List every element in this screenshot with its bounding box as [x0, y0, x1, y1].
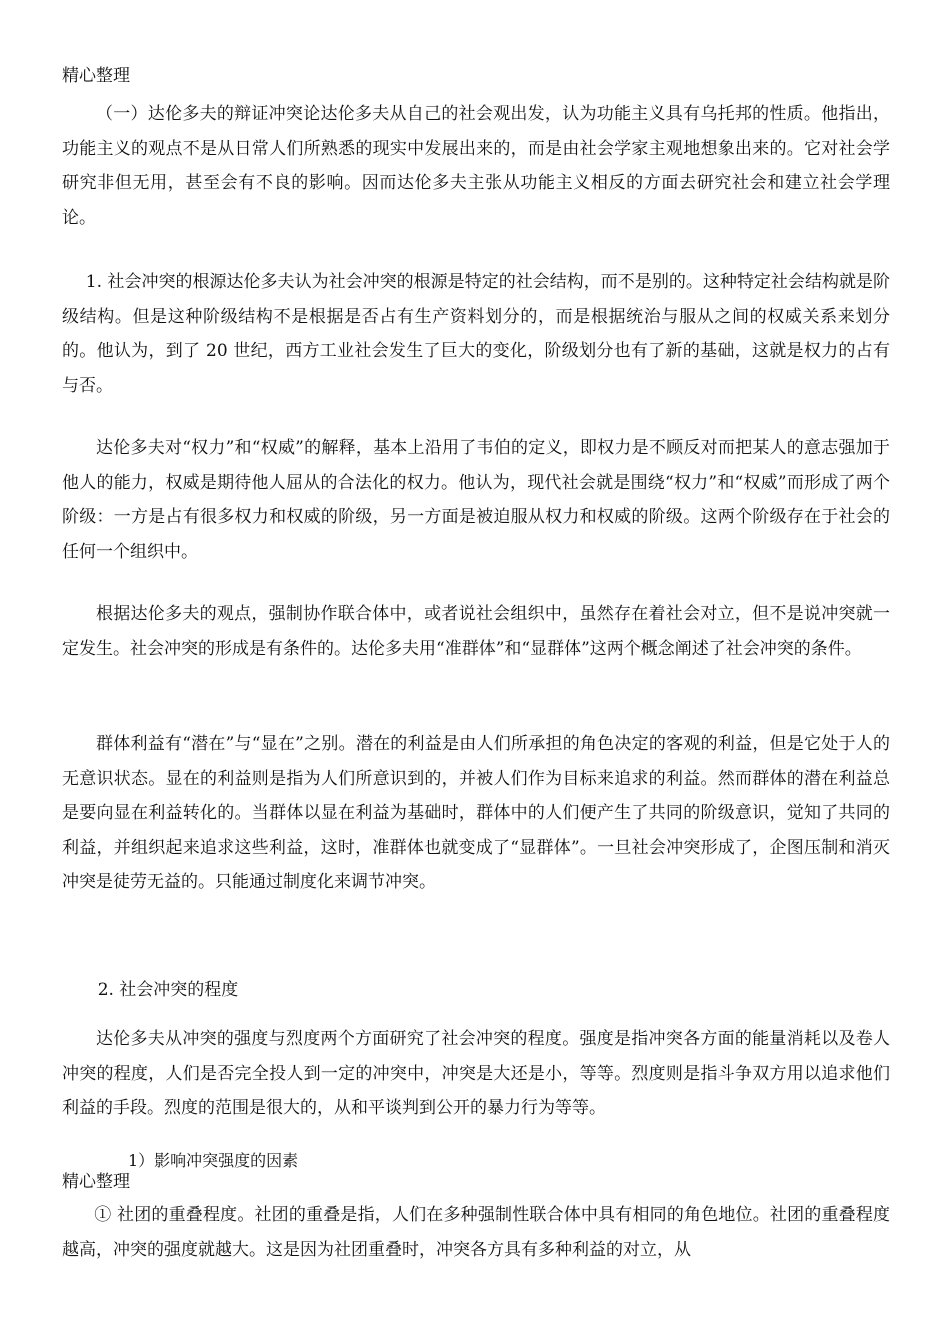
page-header-bottom: 精心整理 — [62, 1172, 130, 1192]
paragraph-groups: 根据达伦多夫的观点，强制协作联合体中，或者说社会组织中，虽然存在着社会对立，但不是说冲突就一定发生。社会冲突的形成是有条件的。达伦多夫用“准群体”和“显群体”这两个概念阐述了社会冲突的条件。 — [62, 604, 890, 659]
paragraph-intensity-violence: 达伦多夫从冲突的强度与烈度两个方面研究了社会冲突的程度。强度是指冲突各方面的能量消耗以及卷人冲突的程度，人们是否完全投人到一定的冲突中，冲突是大还是小，等等。烈度则是指斗争双方用以追求他们利益的手段。烈度的范围是很大的，从和平谈判到公开的暴力行为等等。 — [62, 1029, 890, 1118]
page-header-top: 精心整理 — [62, 66, 130, 86]
paragraph-power-authority: 达伦多夫对“权力”和“权威”的解释，基本上沿用了韦伯的定义，即权力是不顾反对而把某人的意志强加于他人的能力，权威是期待他人屈从的合法化的权力。他认为，现代社会就是围绕“权力”和“权威”而形成了两个阶级：一方是占有很多权力和权威的阶级，另一方面是被迫服从权力和权威的阶级。这两个阶级存在于社会的任何一个组织中。 — [62, 438, 890, 562]
paragraph-conflict-origin: 1. 社会冲突的根源达伦多夫认为社会冲突的根源是特定的社会结构，而不是别的。这种特定社会结构就是阶级结构。但是这种阶级结构不是根据是否占有生产资料划分的，而是根据统治与服从之间的权威关系来划分的。他认为，到了 20 世纪，西方工业社会发生了巨大的变化，阶级划分也有了新的基础，这就是权力的占有与否。 — [62, 272, 890, 396]
paragraph-intro: （一）达伦多夫的辩证冲突论达伦多夫从自己的社会观出发，认为功能主义具有乌托邦的性质。他指出，功能主义的观点不是从日常人们所熟悉的现实中发展出来的，而是由社会学家主观地想象出来的。它对社会学研究非但无用，甚至会有不良的影响。因而达伦多夫主张从功能主义相反的方面去研究社会和建立社会学理论。 — [62, 104, 890, 228]
paragraph-overlap: ① 社团的重叠程度。社团的重叠是指，人们在多种强制性联合体中具有相同的角色地位。社团的重叠程度越高，冲突的强度就越大。这是因为社团重叠时，冲突各方具有多种利益的对立，从 — [62, 1205, 890, 1260]
paragraph-group-interests: 群体利益有“潜在”与“显在”之别。潜在的利益是由人们所承担的角色决定的客观的利益，但是它处于人的无意识状态。显在的利益则是指为人们所意识到的，并被人们作为目标来追求的利益。然而群体的潜在利益总是要向显在利益转化的。当群体以显在利益为基础时，群体中的人们便产生了共同的阶级意识，觉知了共同的利益，并组织起来追求这些利益，这时，准群体也就变成了“显群体”。一旦社会冲突形成了，企图压制和消灭冲突是徒劳无益的。只能通过制度化来调节冲突。 — [62, 734, 890, 892]
subheading-intensity-factors: 1）影响冲突强度的因素 — [128, 1151, 299, 1170]
section-heading-conflict-degree: 2. 社会冲突的程度 — [97, 980, 239, 1000]
